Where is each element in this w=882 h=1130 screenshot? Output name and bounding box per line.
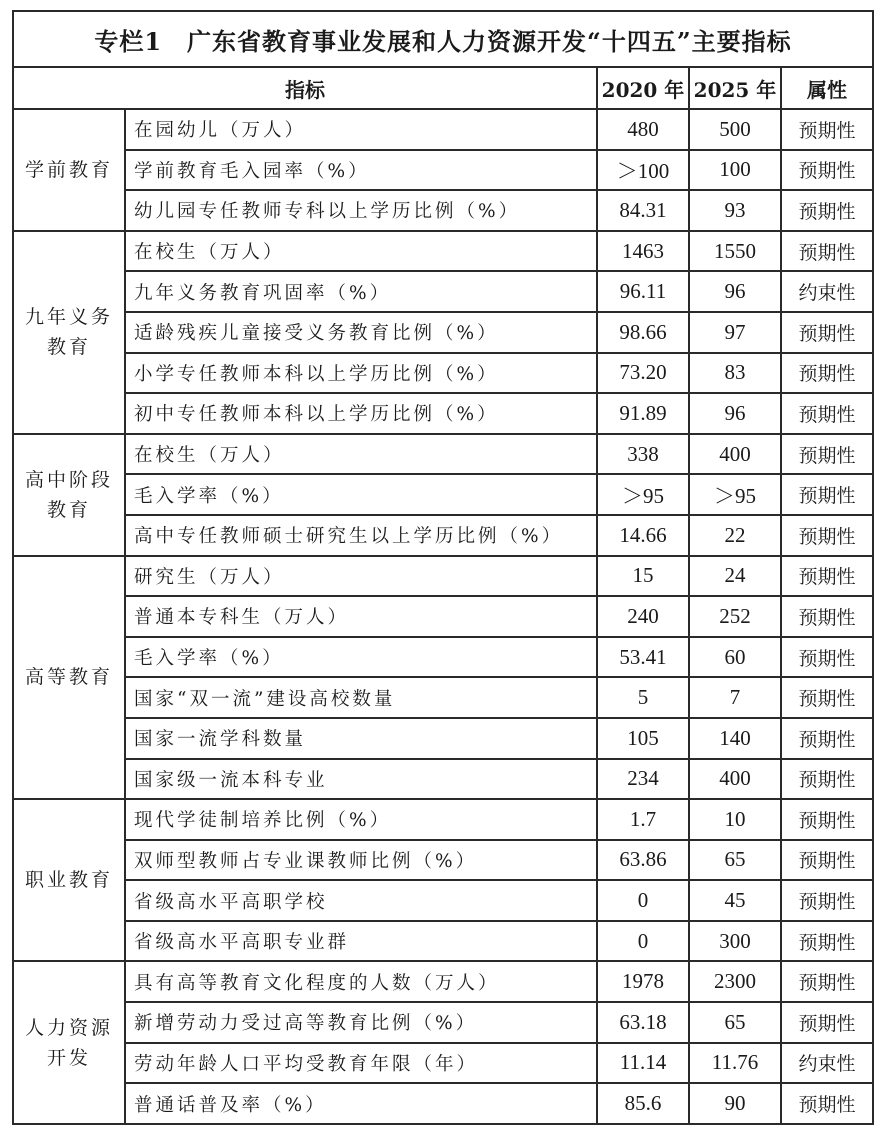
value-2025-cell: 100 xyxy=(689,150,781,191)
value-2020-cell: 91.89 xyxy=(597,393,689,434)
attribute-cell: 预期性 xyxy=(781,840,873,881)
table-row xyxy=(13,799,873,840)
table-row xyxy=(13,677,873,718)
table-row xyxy=(13,150,873,191)
value-2025-cell: 1550 xyxy=(689,231,781,272)
value-2025-cell: 140 xyxy=(689,718,781,759)
attribute-cell: 预期性 xyxy=(781,312,873,353)
indicator-cell: 现代学徒制培养比例（%） xyxy=(125,799,597,840)
indicator-cell: 毛入学率（%） xyxy=(125,637,597,678)
value-2025-cell: 300 xyxy=(689,921,781,962)
table-title: 专栏1 广东省教育事业发展和人力资源开发“十四五”主要指标 xyxy=(13,11,873,67)
indicator-cell: 初中专任教师本科以上学历比例（%） xyxy=(125,393,597,434)
table-row xyxy=(13,393,873,434)
value-2020-cell: ＞100 xyxy=(597,150,689,191)
value-2020-cell: 85.6 xyxy=(597,1083,689,1124)
indicator-cell: 学前教育毛入园率（%） xyxy=(125,150,597,191)
table-row xyxy=(13,556,873,597)
table-row xyxy=(13,596,873,637)
table-row xyxy=(13,190,873,231)
table-row xyxy=(13,1043,873,1084)
attribute-cell: 预期性 xyxy=(781,759,873,800)
value-2025-cell: 400 xyxy=(689,759,781,800)
table-row xyxy=(13,637,873,678)
attribute-cell: 预期性 xyxy=(781,961,873,1002)
value-2025-cell: 500 xyxy=(689,109,781,150)
attribute-cell: 预期性 xyxy=(781,109,873,150)
indicator-cell: 高中专任教师硕士研究生以上学历比例（%） xyxy=(125,515,597,556)
attribute-cell: 预期性 xyxy=(781,434,873,475)
indicator-cell: 省级高水平高职学校 xyxy=(125,880,597,921)
category-cell: 九年义务教育 xyxy=(13,231,125,434)
value-2020-cell: 84.31 xyxy=(597,190,689,231)
category-cell: 学前教育 xyxy=(13,109,125,231)
attribute-cell: 预期性 xyxy=(781,150,873,191)
value-2025-cell: 252 xyxy=(689,596,781,637)
value-2020-cell: 73.20 xyxy=(597,353,689,394)
attribute-cell: 预期性 xyxy=(781,1002,873,1043)
value-2020-cell: 15 xyxy=(597,556,689,597)
table-row xyxy=(13,840,873,881)
attribute-cell: 预期性 xyxy=(781,190,873,231)
value-2025-cell: 83 xyxy=(689,353,781,394)
value-2025-cell: 93 xyxy=(689,190,781,231)
attribute-cell: 预期性 xyxy=(781,474,873,515)
attribute-cell: 预期性 xyxy=(781,353,873,394)
category-cell: 高中阶段教育 xyxy=(13,434,125,556)
value-2025-cell: 7 xyxy=(689,677,781,718)
value-2020-cell: 96.11 xyxy=(597,271,689,312)
indicator-cell: 国家级一流本科专业 xyxy=(125,759,597,800)
table-row xyxy=(13,312,873,353)
table-row xyxy=(13,109,873,150)
table-row xyxy=(13,1002,873,1043)
attribute-cell: 预期性 xyxy=(781,231,873,272)
value-2020-cell: 105 xyxy=(597,718,689,759)
indicator-cell: 省级高水平高职专业群 xyxy=(125,921,597,962)
value-2025-cell: 90 xyxy=(689,1083,781,1124)
value-2025-cell: ＞95 xyxy=(689,474,781,515)
indicator-cell: 在校生（万人） xyxy=(125,231,597,272)
table-row xyxy=(13,759,873,800)
value-2025-cell: 96 xyxy=(689,271,781,312)
indicator-cell: 双师型教师占专业课教师比例（%） xyxy=(125,840,597,881)
indicator-cell: 小学专任教师本科以上学历比例（%） xyxy=(125,353,597,394)
value-2025-cell: 96 xyxy=(689,393,781,434)
indicator-cell: 九年义务教育巩固率（%） xyxy=(125,271,597,312)
indicator-cell: 国家“双一流”建设高校数量 xyxy=(125,677,597,718)
value-2020-cell: 240 xyxy=(597,596,689,637)
table-row xyxy=(13,474,873,515)
value-2025-cell: 65 xyxy=(689,1002,781,1043)
value-2020-cell: 1978 xyxy=(597,961,689,1002)
table-row xyxy=(13,231,873,272)
indicator-cell: 适龄残疾儿童接受义务教育比例（%） xyxy=(125,312,597,353)
value-2025-cell: 60 xyxy=(689,637,781,678)
value-2020-cell: ＞95 xyxy=(597,474,689,515)
table-row xyxy=(13,880,873,921)
table-row xyxy=(13,1083,873,1124)
table-row xyxy=(13,718,873,759)
table-row xyxy=(13,353,873,394)
value-2025-cell: 11.76 xyxy=(689,1043,781,1084)
value-2020-cell: 98.66 xyxy=(597,312,689,353)
value-2025-cell: 10 xyxy=(689,799,781,840)
indicator-cell: 在校生（万人） xyxy=(125,434,597,475)
indicator-cell: 幼儿园专任教师专科以上学历比例（%） xyxy=(125,190,597,231)
attribute-cell: 预期性 xyxy=(781,596,873,637)
value-2020-cell: 480 xyxy=(597,109,689,150)
value-2025-cell: 65 xyxy=(689,840,781,881)
attribute-cell: 预期性 xyxy=(781,880,873,921)
attribute-cell: 预期性 xyxy=(781,921,873,962)
indicator-cell: 具有高等教育文化程度的人数（万人） xyxy=(125,961,597,1002)
attribute-cell: 约束性 xyxy=(781,271,873,312)
value-2020-cell: 53.41 xyxy=(597,637,689,678)
indicator-cell: 劳动年龄人口平均受教育年限（年） xyxy=(125,1043,597,1084)
attribute-cell: 预期性 xyxy=(781,677,873,718)
value-2020-cell: 0 xyxy=(597,921,689,962)
indicators-table xyxy=(12,10,874,1125)
category-cell: 职业教育 xyxy=(13,799,125,961)
value-2020-cell: 11.14 xyxy=(597,1043,689,1084)
category-cell: 高等教育 xyxy=(13,556,125,800)
value-2025-cell: 24 xyxy=(689,556,781,597)
category-cell: 人力资源开发 xyxy=(13,961,125,1123)
indicator-cell: 普通话普及率（%） xyxy=(125,1083,597,1124)
indicator-cell: 新增劳动力受过高等教育比例（%） xyxy=(125,1002,597,1043)
attribute-cell: 预期性 xyxy=(781,556,873,597)
header-indicator: 指标 xyxy=(13,67,597,109)
attribute-cell: 预期性 xyxy=(781,393,873,434)
value-2020-cell: 0 xyxy=(597,880,689,921)
value-2025-cell: 400 xyxy=(689,434,781,475)
value-2020-cell: 63.18 xyxy=(597,1002,689,1043)
value-2020-cell: 1.7 xyxy=(597,799,689,840)
value-2025-cell: 22 xyxy=(689,515,781,556)
attribute-cell: 预期性 xyxy=(781,637,873,678)
table-row xyxy=(13,434,873,475)
value-2020-cell: 63.86 xyxy=(597,840,689,881)
indicator-cell: 在园幼儿（万人） xyxy=(125,109,597,150)
value-2025-cell: 45 xyxy=(689,880,781,921)
indicator-cell: 研究生（万人） xyxy=(125,556,597,597)
table-row xyxy=(13,961,873,1002)
header-2020: 2020 年 xyxy=(597,67,689,109)
value-2020-cell: 1463 xyxy=(597,231,689,272)
attribute-cell: 预期性 xyxy=(781,1083,873,1124)
indicator-cell: 毛入学率（%） xyxy=(125,474,597,515)
table-row xyxy=(13,921,873,962)
value-2020-cell: 234 xyxy=(597,759,689,800)
value-2020-cell: 5 xyxy=(597,677,689,718)
table-row xyxy=(13,515,873,556)
attribute-cell: 预期性 xyxy=(781,515,873,556)
indicator-cell: 普通本专科生（万人） xyxy=(125,596,597,637)
attribute-cell: 预期性 xyxy=(781,718,873,759)
attribute-cell: 约束性 xyxy=(781,1043,873,1084)
table-body xyxy=(13,109,873,1124)
value-2020-cell: 14.66 xyxy=(597,515,689,556)
attribute-cell: 预期性 xyxy=(781,799,873,840)
value-2020-cell: 338 xyxy=(597,434,689,475)
indicator-cell: 国家一流学科数量 xyxy=(125,718,597,759)
header-attribute: 属性 xyxy=(781,67,873,109)
value-2025-cell: 2300 xyxy=(689,961,781,1002)
table-row xyxy=(13,271,873,312)
header-2025: 2025 年 xyxy=(689,67,781,109)
value-2025-cell: 97 xyxy=(689,312,781,353)
